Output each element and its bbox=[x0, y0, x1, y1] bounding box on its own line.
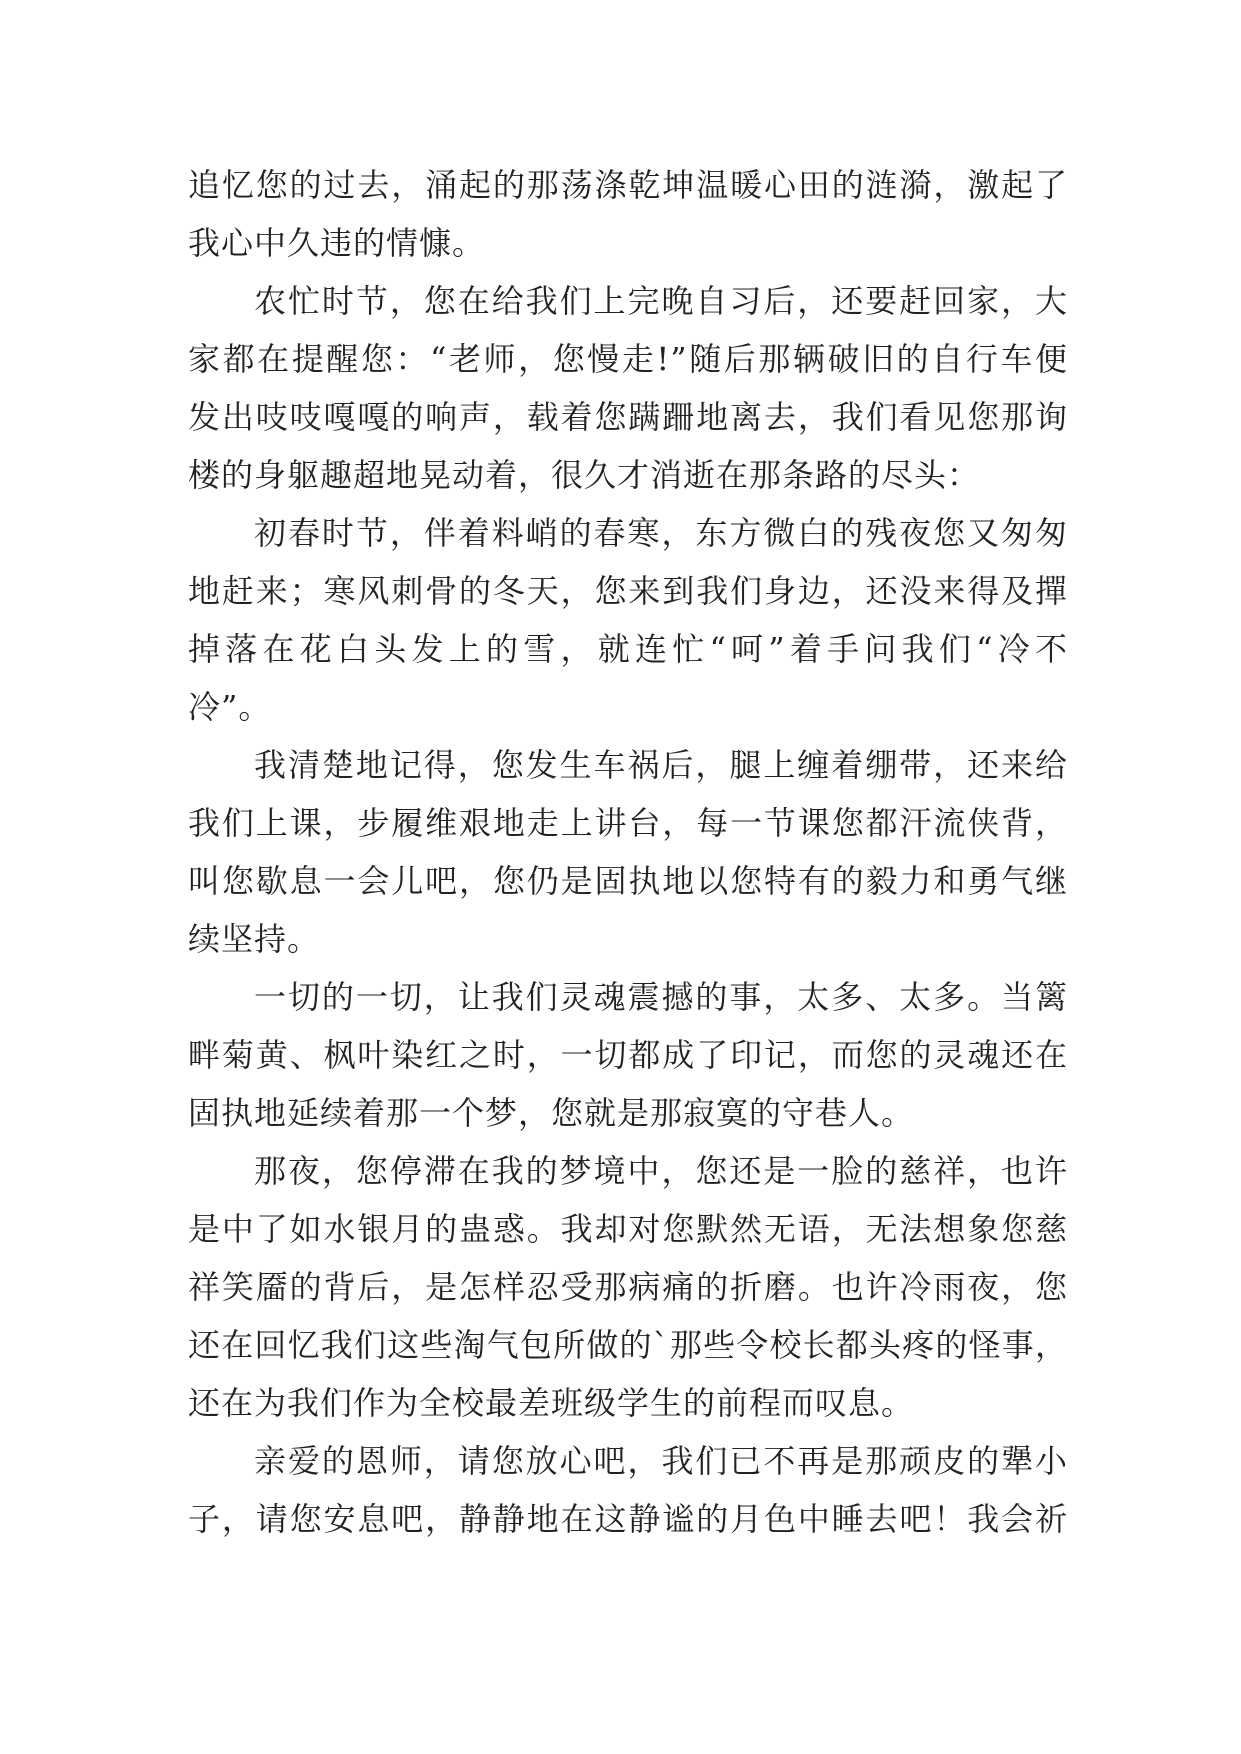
text-line: 家都在提醒您：“老师，您慢走!”随后那辆破旧的自行车便 bbox=[188, 340, 1068, 378]
text-line: 追忆您的过去，涌起的那荡涤乾坤温暖心田的涟漪，激起了 bbox=[188, 166, 1068, 204]
text-line: 是中了如水银月的蛊惑。我却对您默然无语，无法想象您慈 bbox=[188, 1210, 1068, 1248]
text-line: 亲爱的恩师，请您放心吧，我们已不再是那顽皮的犟小 bbox=[254, 1442, 1068, 1480]
text-line: 一切的一切，让我们灵魂震撼的事，太多、太多。当篱 bbox=[254, 978, 1068, 1016]
text-line: 我清楚地记得，您发生车祸后，腿上缠着绷带，还来给 bbox=[254, 746, 1068, 784]
paragraph-2 bbox=[188, 272, 1068, 504]
paragraph-3 bbox=[188, 504, 1068, 736]
text-line: 子，请您安息吧，静静地在这静谧的月色中睡去吧！我会祈 bbox=[188, 1500, 1068, 1538]
paragraph-7 bbox=[188, 1432, 1068, 1548]
text-line: 还在回忆我们这些淘气包所做的`那些令校长都头疼的怪事， bbox=[188, 1326, 1068, 1364]
text-line: 续坚持。 bbox=[188, 920, 321, 958]
text-line: 冷”。 bbox=[188, 688, 272, 726]
text-line: 我们上课，步履维艰地走上讲台，每一节课您都汗流侠背， bbox=[188, 804, 1068, 842]
text-line: 固执地延续着那一个梦，您就是那寂寞的守巷人。 bbox=[188, 1094, 915, 1132]
paragraph-4 bbox=[188, 736, 1068, 968]
text-line: 农忙时节，您在给我们上完晚自习后，还要赶回家，大 bbox=[254, 282, 1068, 320]
paragraph-5 bbox=[188, 968, 1068, 1142]
text-line: 畔菊黄、枫叶染红之时，一切都成了印记，而您的灵魂还在 bbox=[188, 1036, 1068, 1074]
text-line: 发出吱吱嘎嘎的响声，载着您蹒跚地离去，我们看见您那询 bbox=[188, 398, 1068, 436]
text-line: 叫您歇息一会儿吧，您仍是固执地以您特有的毅力和勇气继 bbox=[188, 862, 1068, 900]
document-body bbox=[188, 156, 1068, 1548]
paragraph-6 bbox=[188, 1142, 1068, 1432]
paragraph-1 bbox=[188, 156, 1068, 272]
text-line: 我心中久违的情慷。 bbox=[188, 224, 486, 262]
text-line: 初春时节，伴着料峭的春寒，东方微白的残夜您又匆匆 bbox=[254, 514, 1068, 552]
text-line: 楼的身躯趣超地晃动着，很久才消逝在那条路的尽头： bbox=[188, 456, 981, 494]
text-line: 祥笑靥的背后，是怎样忍受那病痛的折磨。也许冷雨夜，您 bbox=[188, 1268, 1068, 1306]
text-line: 掉落在花白头发上的雪，就连忙“呵”着手问我们“冷不 bbox=[188, 630, 1068, 668]
text-line: 还在为我们作为全校最差班级学生的前程而叹息。 bbox=[188, 1384, 915, 1422]
text-line: 那夜，您停滞在我的梦境中，您还是一脸的慈祥，也许 bbox=[254, 1152, 1068, 1190]
text-line: 地赶来；寒风刺骨的冬天，您来到我们身边，还没来得及撣 bbox=[188, 572, 1068, 610]
